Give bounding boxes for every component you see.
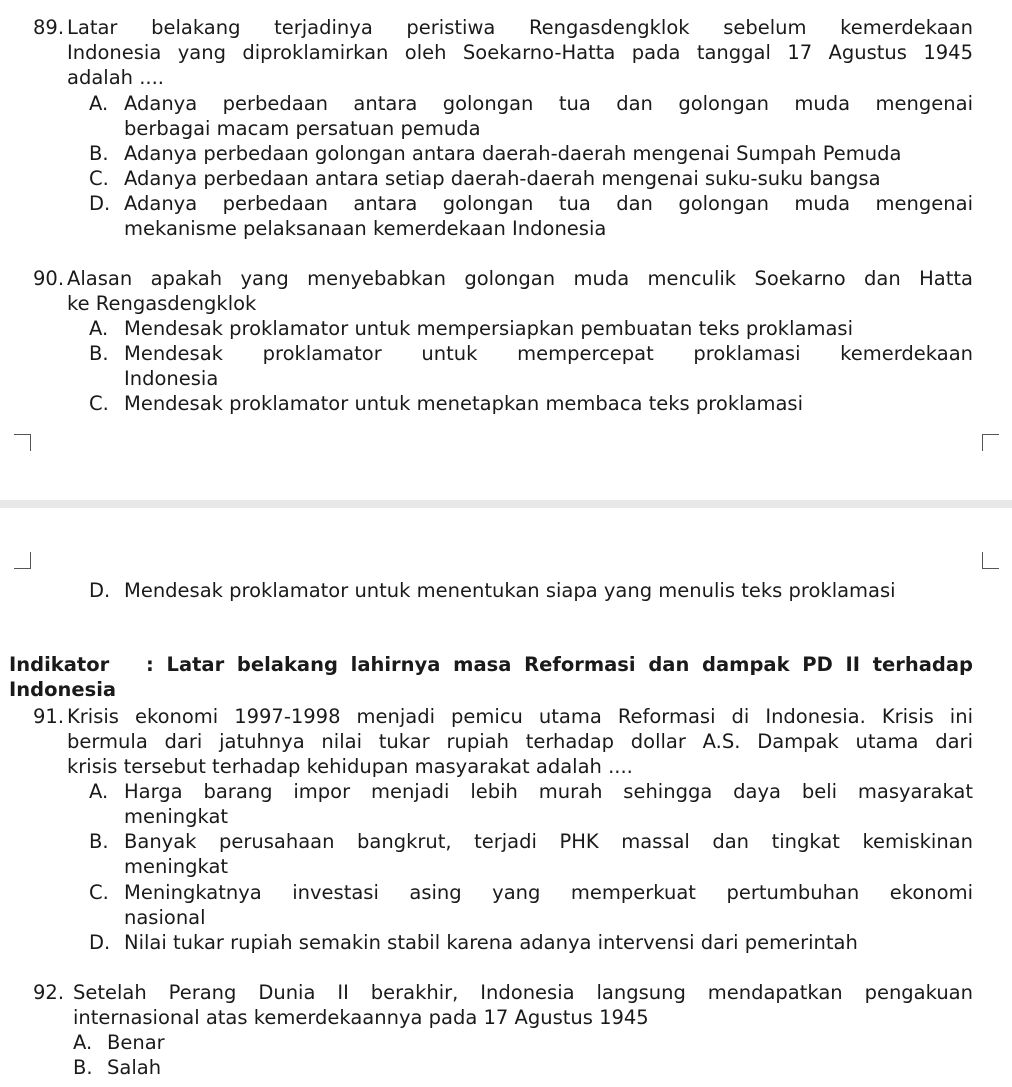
option-text: Adanya perbedaan antara setiap daerah-daerah mengenai suku-suku bangsa xyxy=(124,167,881,190)
option-letter: A. xyxy=(89,780,109,803)
option-letter: D. xyxy=(89,931,111,954)
option-text: Nilai tukar rupiah semakin stabil karena adanya intervensi dari pemerintah xyxy=(124,931,858,954)
question-stem-line: Krisis ekonomi 1997-1998 menjadi pemicu utama Reformasi di Indonesia. Krisis ini xyxy=(67,705,973,728)
option-letter: A. xyxy=(89,92,109,115)
question-stem-line: bermula dari jatuhnya nilai tukar rupiah terhadap dollar A.S. Dampak utama dari xyxy=(67,730,973,753)
question-stem-line: krisis tersebut terhadap kehidupan masyarakat adalah .... xyxy=(67,755,633,778)
option-letter: B. xyxy=(73,1056,93,1079)
question-number: 91. xyxy=(33,705,65,728)
page-corner-mark xyxy=(982,434,999,451)
option-text: nasional xyxy=(124,906,206,929)
option-text: Meningkatnya investasi asing yang memperkuat pertumbuhan ekonomi xyxy=(124,881,973,904)
question-stem-line: Alasan apakah yang menyebabkan golongan muda menculik Soekarno dan Hatta xyxy=(67,267,973,290)
question-stem-line: Setelah Perang Dunia II berakhir, Indonesia langsung mendapatkan pengakuan xyxy=(73,981,973,1004)
page-break-gap xyxy=(0,500,1012,508)
question-stem-line: adalah .... xyxy=(67,66,164,89)
option-letter: C. xyxy=(89,881,109,904)
question-stem-line: Latar belakang terjadinya peristiwa Rengasdengklok sebelum kemerdekaan xyxy=(67,16,973,39)
option-text: Benar xyxy=(107,1031,165,1054)
option-text: Adanya perbedaan antara golongan tua dan golongan muda mengenai xyxy=(124,92,973,115)
option-letter: D. xyxy=(89,579,111,602)
option-text: Banyak perusahaan bangkrut, terjadi PHK massal dan tingkat kemiskinan xyxy=(124,830,973,853)
option-letter: C. xyxy=(89,167,109,190)
option-letter: B. xyxy=(89,830,109,853)
indicator-text: : Latar belakang lahirnya masa Reformasi dan dampak PD II terhadap xyxy=(146,653,973,676)
option-text: Mendesak proklamator untuk menentukan siapa yang menulis teks proklamasi xyxy=(124,579,896,602)
page-corner-mark xyxy=(14,552,31,569)
question-number: 89. xyxy=(33,16,65,39)
option-text: Indonesia xyxy=(124,367,219,390)
question-stem-line: ke Rengasdengklok xyxy=(67,292,257,315)
option-letter: A. xyxy=(89,317,109,340)
question-stem-line: Indonesia yang diproklamirkan oleh Soekarno-Hatta pada tanggal 17 Agustus 1945 xyxy=(67,41,973,64)
option-text: Mendesak proklamator untuk mempersiapkan pembuatan teks proklamasi xyxy=(124,317,853,340)
option-text: berbagai macam persatuan pemuda xyxy=(124,117,481,140)
option-text: meningkat xyxy=(124,805,229,828)
option-text: meningkat xyxy=(124,855,229,878)
option-text: Adanya perbedaan antara golongan tua dan golongan muda mengenai xyxy=(124,192,973,215)
option-text: Salah xyxy=(107,1056,162,1079)
option-letter: B. xyxy=(89,142,109,165)
question-number: 90. xyxy=(33,267,65,290)
option-text: Mendesak proklamator untuk mempercepat proklamasi kemerdekaan xyxy=(124,342,973,365)
option-text: Mendesak proklamator untuk menetapkan membaca teks proklamasi xyxy=(124,392,803,415)
page-corner-mark xyxy=(982,552,999,569)
option-letter: B. xyxy=(89,342,109,365)
option-text: Harga barang impor menjadi lebih murah sehingga daya beli masyarakat xyxy=(124,780,973,803)
option-letter: C. xyxy=(89,392,109,415)
page-corner-mark xyxy=(14,434,31,451)
option-text: mekanisme pelaksanaan kemerdekaan Indonesia xyxy=(124,217,607,240)
option-letter: A. xyxy=(73,1031,93,1054)
indicator-text: Indonesia xyxy=(9,678,117,701)
option-letter: D. xyxy=(89,192,111,215)
question-stem-line: internasional atas kemerdekaannya pada 17 Agustus 1945 xyxy=(73,1006,649,1029)
question-number: 92. xyxy=(33,981,65,1004)
option-text: Adanya perbedaan golongan antara daerah-daerah mengenai Sumpah Pemuda xyxy=(124,142,902,165)
indicator-label: Indikator xyxy=(9,653,110,676)
